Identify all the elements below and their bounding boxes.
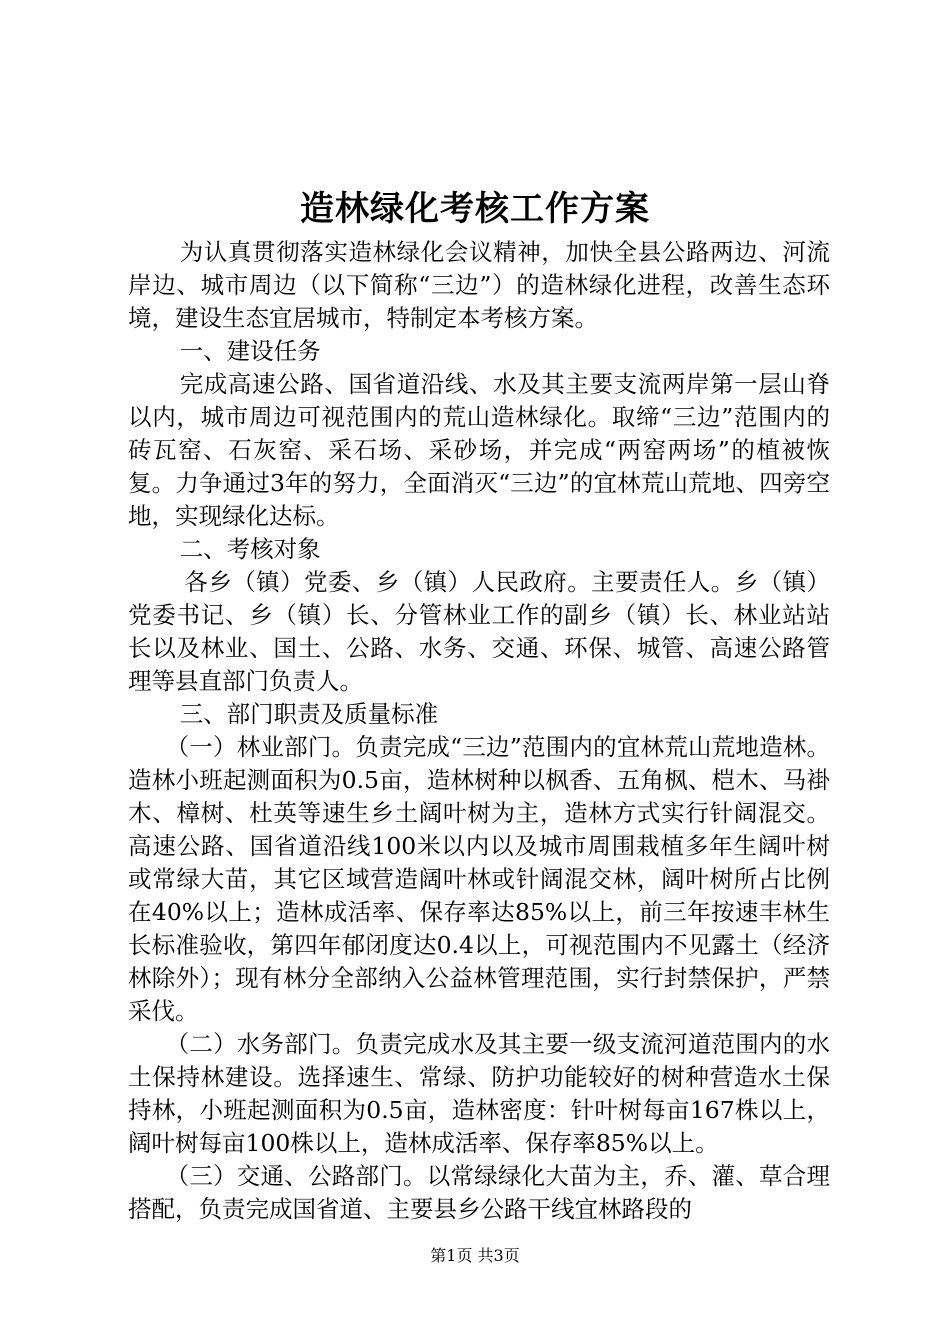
forestry-department-paragraph: （一）林业部门。负责完成“三边”范围内的宜林荒山荒地造林。造林小班起测面积为0.5亩，造林树种以枫香、五角枫、桤木、马褂木、樟树、杜英等速生乡土阔叶树为主，造林方式实行针阔混交。高速公路、国省道沿线100米以内以及城市周围栽植多年生阔叶树或常绿大苗，其它区域营造阔叶林或针阔混交林，阔叶树所占比例在40%以上；造林成活率、保存率达85%以上，前三年按速丰林生长标准验收，第四年郁闭度达0.4以上，可视范围内不见露土（经济林除外）；现有林分全部纳入公益林管理范围，实行封禁保护，严禁采伐。 xyxy=(128,733,830,1025)
water-department-paragraph: （二）水务部门。负责完成水及其主要一级支流河道范围内的水土保持林建设。选择速生、常绿、防护功能较好的树种营造水土保持林，小班起测面积为0.5亩，造林密度：针叶树每亩167株以上，阔叶树每亩100株以上，造林成活率、保存率85%以上。 xyxy=(128,1030,830,1157)
construction-tasks-paragraph: 完成高速公路、国省道沿线、水及其主要支流两岸第一层山脊以内，城市周边可视范围内的荒山造林绿化。取缔“三边”范围内的砖瓦窑、石灰窑、采石场、采砂场，并完成“两窑两场”的植被恢复。力争通过3年的努力，全面消灭“三边”的宜林荒山荒地、四旁空地，实现绿化达标。 xyxy=(128,370,830,530)
assessment-targets-paragraph: 各乡（镇）党委、乡（镇）人民政府。主要责任人。乡（镇）党委书记、乡（镇）长、分管林业工作的副乡（镇）长、林业站站长以及林业、国土、公路、水务、交通、环保、城管、高速公路管理等县直部门负责人。 xyxy=(128,568,830,695)
page-footer: 第1页 共3页 xyxy=(430,1246,520,1265)
transport-department-paragraph: （三）交通、公路部门。以常绿绿化大苗为主，乔、灌、草合理搭配，负责完成国省道、主要县乡公路干线宜林路段的 xyxy=(128,1162,830,1223)
section-heading-department-duties: 三、部门职责及质量标准 xyxy=(179,700,439,728)
section-heading-construction-tasks: 一、建设任务 xyxy=(179,337,321,365)
document-title: 造林绿化考核工作方案 xyxy=(300,189,650,229)
section-heading-assessment-targets: 二、考核对象 xyxy=(179,535,321,563)
document-body xyxy=(128,236,830,1226)
intro-paragraph: 为认真贯彻落实造林绿化会议精神，加快全县公路两边、河流岸边、城市周边（以下简称“三边”）的造林绿化进程，改善生态环境，建设生态宜居城市，特制定本考核方案。 xyxy=(128,238,830,332)
